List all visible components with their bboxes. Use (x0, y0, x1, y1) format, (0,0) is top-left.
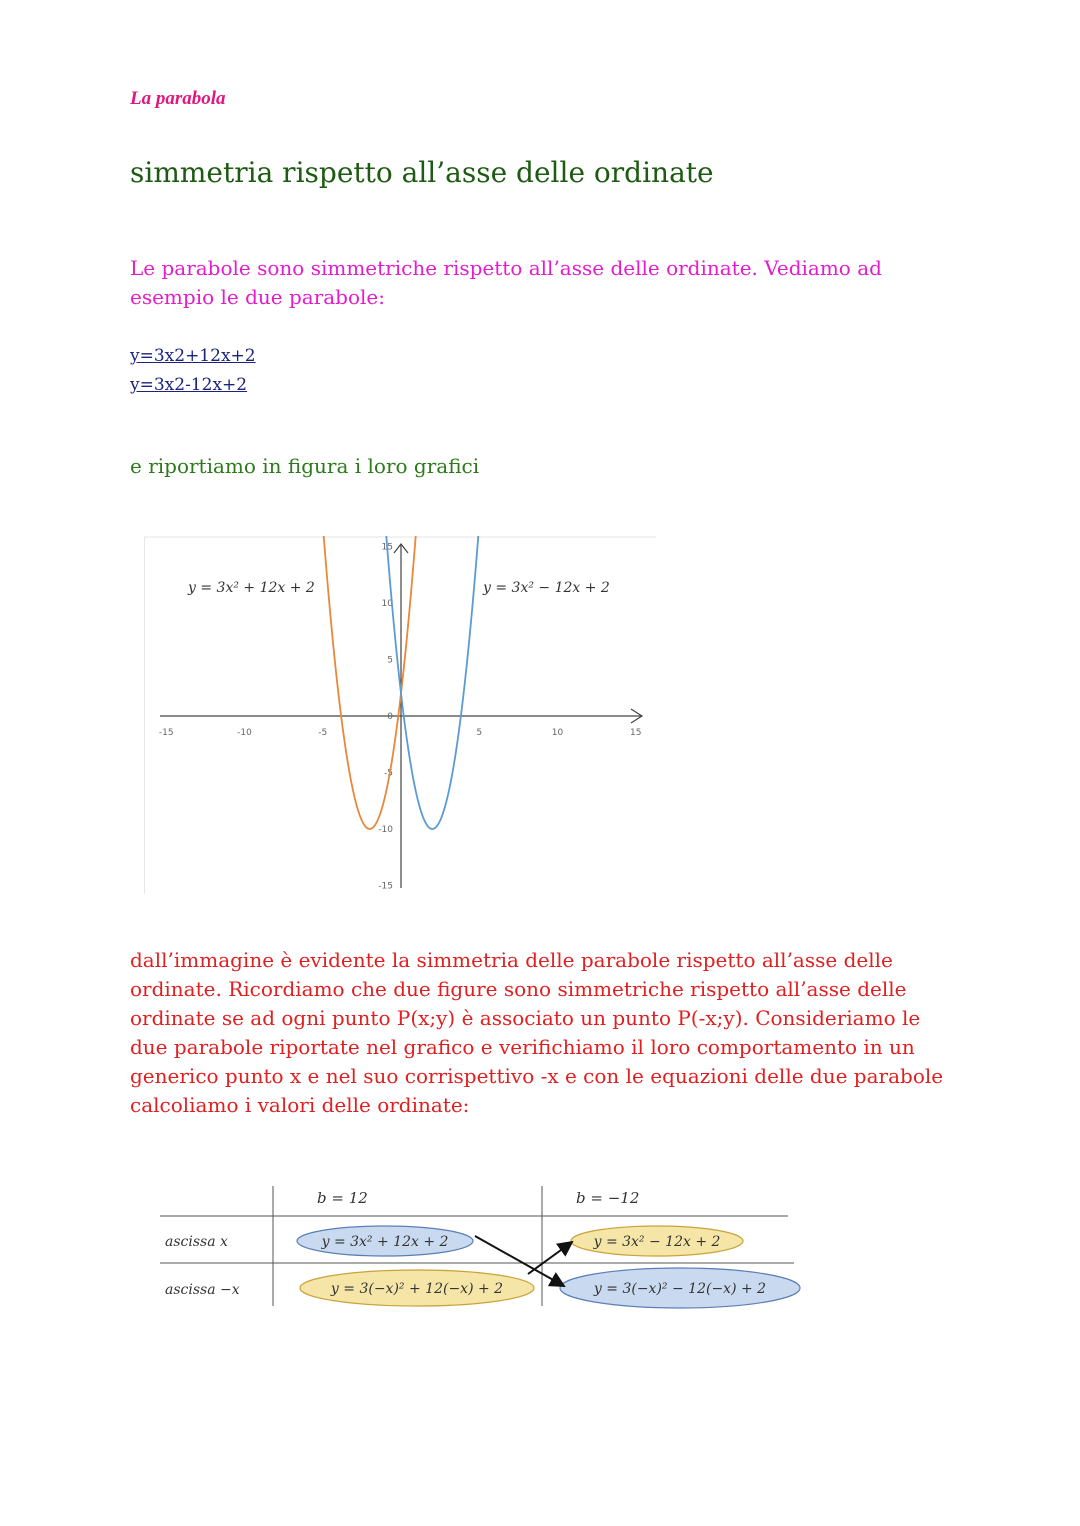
x-tick-label: 5 (476, 728, 483, 738)
x-tick-label: -5 (318, 728, 328, 738)
equation-link-2[interactable]: y=3x2-12x+2 (130, 375, 248, 395)
table-row-header-x: ascissa x (165, 1234, 228, 1250)
cell-neg-x-b12: y = 3(−x)² + 12(−x) + 2 (330, 1281, 504, 1297)
table-col-header-b12: b = 12 (317, 1189, 368, 1207)
x-tick-label: 15 (630, 728, 642, 738)
table-col-header-b-12: b = −12 (576, 1189, 640, 1207)
y-tick-label: 10 (381, 599, 393, 609)
symmetry-table (160, 1178, 810, 1318)
y-tick-label: -15 (378, 881, 393, 892)
cell-x-b12: y = 3x² + 12x + 2 (321, 1234, 449, 1250)
parabola-curve-b12 (322, 536, 417, 829)
x-tick-label: -15 (158, 728, 174, 738)
conclusion-paragraph: dall’immagine è evidente la simmetria delle parabole rispetto all’asse delle ordinate. Ricordiamo che due figure sono simmetriche rispetto all’asse delle ordinate se ad ogni punto P(x;y) è associato un punto P(-x;y). Consideriamo le due parabole riportate nel grafico e verifichiamo il loro comportamento in un generico punto x e nel suo corrispettivo -x e con le equazioni delle due parabole calcoliamo i valori delle ordinate: (130, 948, 944, 1117)
y-tick-label: -10 (378, 825, 393, 835)
parabola-curve-b-12 (385, 536, 483, 829)
series-label-b12: y = 3x² + 12x + 2 (188, 580, 315, 596)
x-tick-labels (159, 728, 642, 738)
y-tick-label: -5 (384, 768, 393, 779)
cell-x-b-12: y = 3x² − 12x + 2 (593, 1234, 721, 1250)
cell-neg-x-b-12: y = 3(−x)² − 12(−x) + 2 (593, 1281, 767, 1297)
y-tick-label: 0 (387, 712, 393, 722)
equation-list (130, 342, 256, 400)
x-tick-label: 10 (551, 728, 564, 738)
x-tick-label: -10 (237, 728, 252, 738)
y-tick-label: 15 (381, 542, 393, 553)
table-row-header-neg-x: ascissa −x (165, 1282, 240, 1298)
arrow-neg-x-to-x (528, 1242, 572, 1274)
section-title: simmetria rispetto all’asse delle ordinate (130, 156, 714, 189)
intro-paragraph: Le parabole sono simmetriche rispetto all’asse delle ordinate. Vediamo ad esempio le due parabole: (130, 256, 882, 309)
parabola-chart (144, 536, 656, 898)
section-label: La parabola (130, 88, 226, 109)
equation-link-1[interactable]: y=3x2+12x+2 (130, 346, 256, 366)
y-tick-label: 5 (387, 655, 393, 666)
series-label-b-12: y = 3x² − 12x + 2 (483, 580, 610, 596)
figure-caption: e riportiamo in figura i loro grafici (130, 454, 480, 478)
